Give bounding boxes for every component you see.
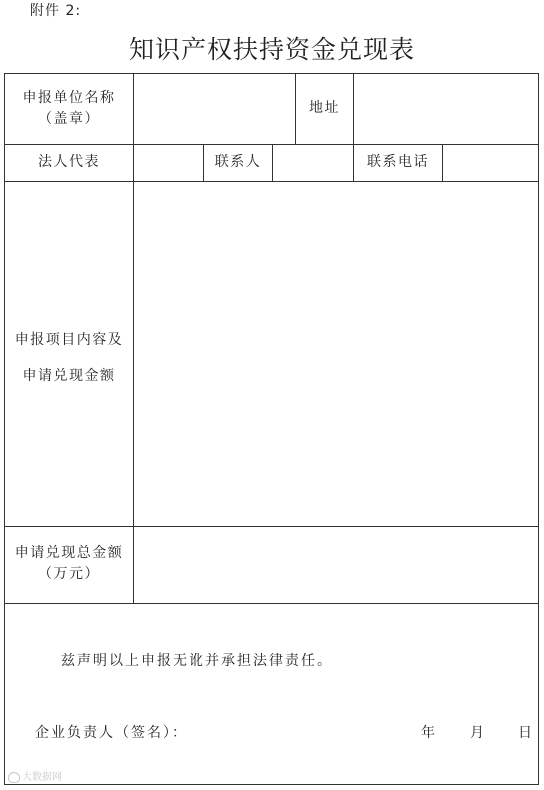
unit-name-label xyxy=(5,88,133,130)
project-content-label-line1: 申报项目内容及 xyxy=(14,332,124,348)
project-content-label-line2: 申请兑现金额 xyxy=(22,368,116,384)
legal-rep-label: 法人代表 xyxy=(38,154,100,170)
phone-field[interactable] xyxy=(443,145,538,181)
date-day-label: 日 xyxy=(518,725,534,741)
attachment-label: 附件 2: xyxy=(30,3,82,19)
contact-field[interactable] xyxy=(273,145,353,181)
watermark-text: 大数据网 xyxy=(22,772,62,783)
unit-name-label-line1: 申报单位名称 xyxy=(22,90,116,106)
row-divider xyxy=(5,603,538,604)
address-label: 地址 xyxy=(309,100,340,116)
total-amount-label-line1: 申请兑现总金额 xyxy=(14,545,124,561)
phone-label: 联系电话 xyxy=(367,154,429,170)
project-content-field[interactable] xyxy=(134,182,538,526)
watermark xyxy=(8,768,62,783)
funding-form-table xyxy=(4,73,539,785)
total-amount-field[interactable] xyxy=(134,527,538,603)
project-content-label xyxy=(5,322,133,394)
unit-name-label-line2: （盖章） xyxy=(38,111,100,127)
address-field[interactable] xyxy=(354,74,538,144)
weibo-icon xyxy=(8,772,20,783)
signer-label: 企业负责人（签名）： xyxy=(35,725,188,741)
total-amount-label xyxy=(5,543,133,585)
date-year-label: 年 xyxy=(421,725,437,741)
total-amount-label-line2: （万元） xyxy=(38,566,100,582)
date-month-label: 月 xyxy=(470,725,486,741)
contact-label: 联系人 xyxy=(214,154,262,170)
page-title: 知识产权扶持资金兑现表 xyxy=(128,35,415,64)
legal-rep-field[interactable] xyxy=(134,145,203,181)
declaration-statement: 兹声明以上申报无讹并承担法律责任。 xyxy=(61,653,333,669)
unit-name-field[interactable] xyxy=(134,74,295,144)
